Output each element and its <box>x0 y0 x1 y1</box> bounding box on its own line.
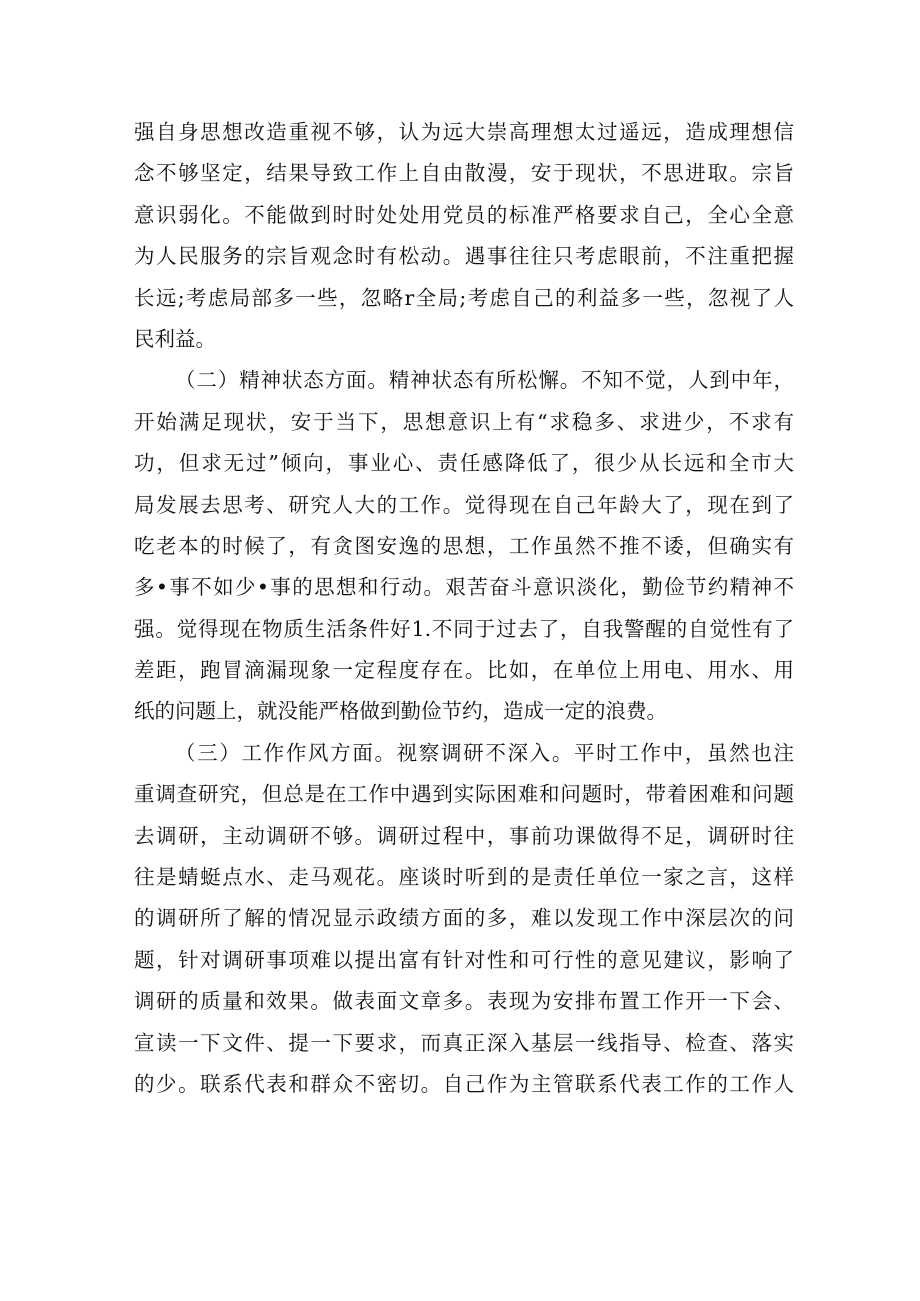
text-line: 往是蜻蜓点水、走马观花。座谈时听到的是责任单位一家之言，这样 <box>134 865 794 890</box>
text-line: 纸的问题上，就没能严格做到勤俭节约，造成一定的浪费。 <box>134 699 667 724</box>
text-line: 意识弱化。不能做到时时处处用党员的标准严格要求自己，全心全意 <box>134 202 794 227</box>
text-line: 题，针对调研事项难以提出富有针对性和可行性的意见建议，影响了 <box>134 947 794 972</box>
text-line: 功，但求无过”倾向，事业心、责任感降低了，很少从长远和全市大 <box>134 451 794 476</box>
text-line: 多•事不如少•事的思想和行动。艰苦奋斗意识淡化，勤俭节约精神不 <box>134 575 794 600</box>
document-body <box>134 112 794 1105</box>
text-line: 局发展去思考、研究人大的工作。觉得现在自己年龄大了，现在到了 <box>134 492 794 517</box>
text-line: 的调研所了解的情况显示政绩方面的多，难以发现工作中深层次的问 <box>134 906 794 931</box>
text-line: 差距，跑冒滴漏现象一定程度存在。比如，在单位上用电、用水、用 <box>134 658 794 683</box>
text-line: 吃老本的时候了，有贪图安逸的思想，工作虽然不推不诿，但确实有 <box>134 533 794 558</box>
text-line: 长远;考虑局部多一些，忽略r全局;考虑自己的利益多一些，忽视了人 <box>134 285 794 310</box>
text-line: 去调研，主动调研不够。调研过程中，事前功课做得不足，调研时往 <box>134 823 794 848</box>
paragraph-first-line: （三）工作作风方面。视察调研不深入。平时工作中，虽然也注 <box>175 740 794 765</box>
text-line: 宣读一下文件、提一下要求，而真正深入基层一线指导、检查、落实 <box>134 1030 794 1055</box>
text-line: 民利益。 <box>134 326 216 351</box>
paragraph-first-line: （二）精神状态方面。精神状态有所松懈。不知不觉，人到中年， <box>175 368 794 393</box>
text-line: 开始满足现状，安于当下，思想意识上有“求稳多、求进少，不求有 <box>134 409 794 434</box>
text-line: 强。觉得现在物质生活条件好1.不同于过去了，自我警醒的自觉性有了 <box>134 616 794 641</box>
text-line: 为人民服务的宗旨观念时有松动。遇事往往只考虑眼前，不注重把握 <box>134 244 794 269</box>
text-line: 念不够坚定，结果导致工作上自由散漫，安于现状，不思进取。宗旨 <box>134 161 794 186</box>
text-line: 的少。联系代表和群众不密切。自己作为主管联系代表工作的工作人 <box>134 1071 794 1096</box>
text-line: 调研的质量和效果。做表面文章多。表现为安排布置工作开一下会、 <box>134 989 794 1014</box>
text-line: 强自身思想改造重视不够，认为远大崇高理想太过遥远，造成理想信 <box>134 120 794 144</box>
text-line: 重调查研究，但总是在工作中遇到实际困难和问题时，带着困难和问题 <box>134 782 794 807</box>
